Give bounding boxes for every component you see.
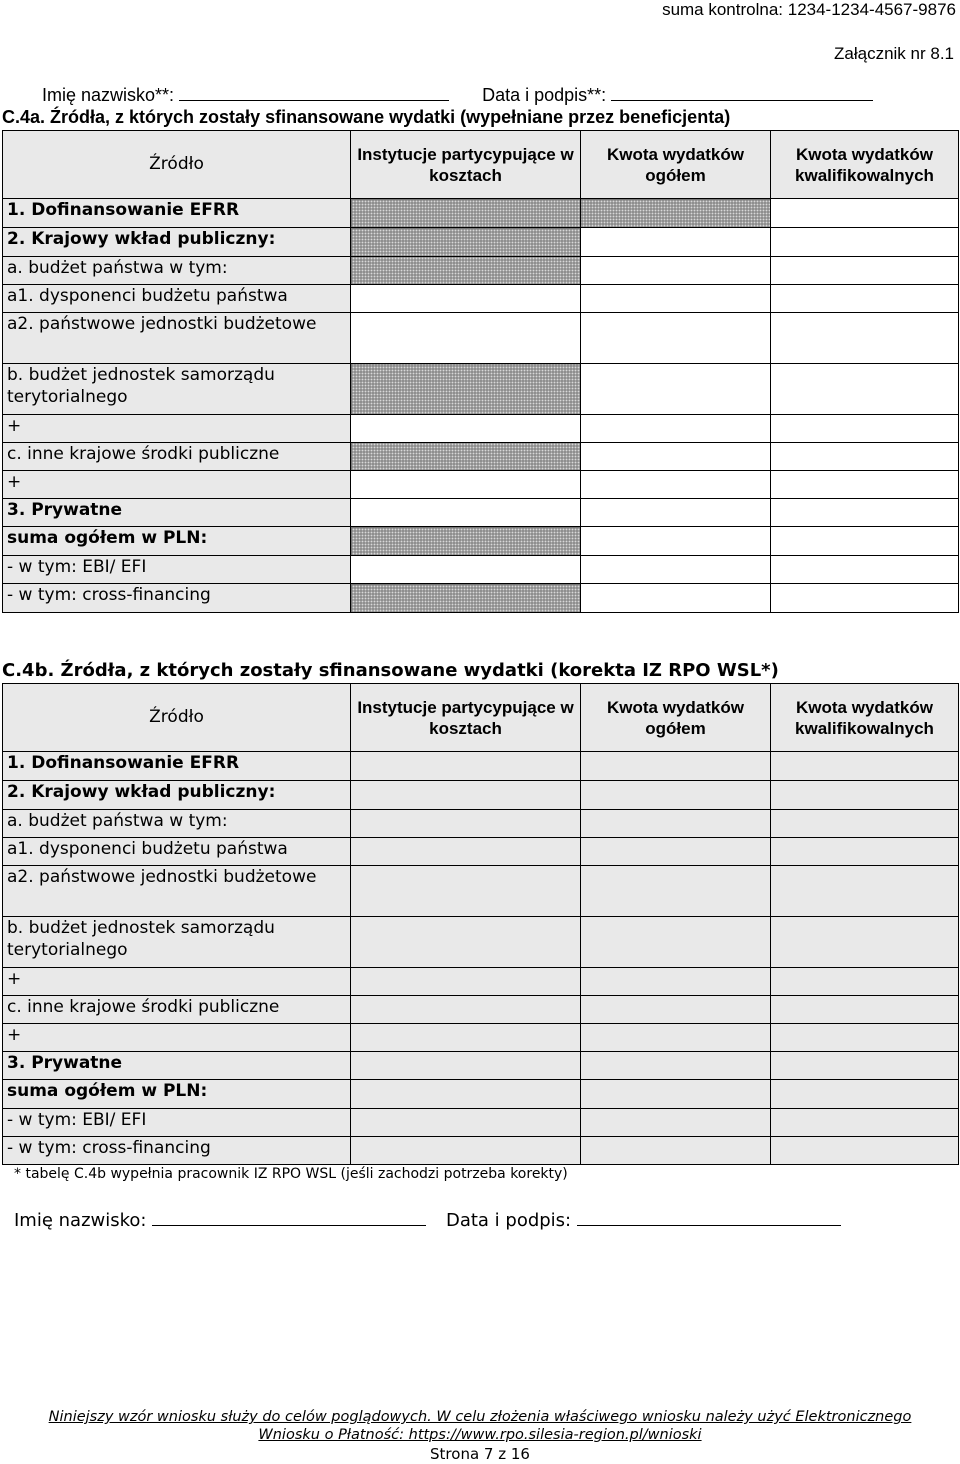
cell-institutions[interactable] bbox=[351, 781, 581, 810]
table-row bbox=[3, 1137, 959, 1165]
cell-total[interactable] bbox=[581, 1109, 771, 1137]
table-row bbox=[3, 838, 959, 866]
cell-total[interactable] bbox=[581, 752, 771, 781]
row-label: 2. Krajowy wkład publiczny: bbox=[3, 781, 351, 810]
col-institutions: Instytucje partycypujące w kosztach bbox=[351, 131, 581, 199]
cell-institutions[interactable] bbox=[351, 866, 581, 917]
cell-total[interactable] bbox=[581, 838, 771, 866]
cell-eligible[interactable] bbox=[771, 285, 959, 313]
cell-eligible[interactable] bbox=[771, 1052, 959, 1080]
cell-total[interactable] bbox=[581, 781, 771, 810]
cell-institutions[interactable] bbox=[351, 556, 581, 584]
cell-hatched bbox=[581, 199, 771, 228]
cell-eligible[interactable] bbox=[771, 443, 959, 471]
table-row bbox=[3, 364, 959, 415]
col-source: Źródło bbox=[3, 131, 351, 199]
row-label: c. inne krajowe środki publiczne bbox=[3, 996, 351, 1024]
cell-hatched bbox=[351, 257, 581, 285]
cell-eligible[interactable] bbox=[771, 968, 959, 996]
cell-total[interactable] bbox=[581, 996, 771, 1024]
table-row bbox=[3, 285, 959, 313]
row-label: + bbox=[3, 415, 351, 443]
footer-note-line1[interactable]: Niniejszy wzór wniosku służy do celów poglądowych. W celu złożenia właściwego wniosku należy użyć Elektronicznego bbox=[48, 1409, 912, 1425]
row-label: a1. dysponenci budżetu państwa bbox=[3, 838, 351, 866]
row-label: a. budżet państwa w tym: bbox=[3, 810, 351, 838]
cell-institutions[interactable] bbox=[351, 996, 581, 1024]
name-label: Imię nazwisko**: bbox=[42, 85, 175, 105]
date-label: Data i podpis: bbox=[445, 1210, 572, 1231]
page-number: Strona 7 z 16 bbox=[430, 1445, 530, 1463]
row-label: suma ogółem w PLN: bbox=[3, 527, 351, 556]
cell-institutions[interactable] bbox=[351, 1052, 581, 1080]
cell-total[interactable] bbox=[581, 556, 771, 584]
cell-total[interactable] bbox=[581, 584, 771, 613]
row-label: + bbox=[3, 471, 351, 499]
table-row bbox=[3, 917, 959, 968]
cell-institutions[interactable] bbox=[351, 471, 581, 499]
col-institutions: Instytucje partycypujące w kosztach bbox=[351, 684, 581, 752]
table-row bbox=[3, 1024, 959, 1052]
cell-total[interactable] bbox=[581, 471, 771, 499]
cell-institutions[interactable] bbox=[351, 1137, 581, 1165]
row-label: c. inne krajowe środki publiczne bbox=[3, 443, 351, 471]
row-label: 1. Dofinansowanie EFRR bbox=[3, 199, 351, 228]
table-row bbox=[3, 443, 959, 471]
cell-eligible[interactable] bbox=[771, 556, 959, 584]
cell-institutions[interactable] bbox=[351, 1109, 581, 1137]
table-row bbox=[3, 199, 959, 228]
cell-total[interactable] bbox=[581, 285, 771, 313]
cell-total[interactable] bbox=[581, 257, 771, 285]
cell-eligible[interactable] bbox=[771, 199, 959, 228]
cell-eligible[interactable] bbox=[771, 313, 959, 364]
cell-eligible[interactable] bbox=[771, 257, 959, 285]
cell-eligible[interactable] bbox=[771, 917, 959, 968]
cell-institutions[interactable] bbox=[351, 1080, 581, 1109]
table-row bbox=[3, 1052, 959, 1080]
cell-eligible[interactable] bbox=[771, 752, 959, 781]
cell-total[interactable] bbox=[581, 364, 771, 415]
name-label: Imię nazwisko: bbox=[14, 1210, 147, 1231]
cell-eligible[interactable] bbox=[771, 527, 959, 556]
footer-note-line2[interactable]: Wniosku o Płatność: https://www.rpo.silesia-region.pl/wnioski bbox=[258, 1427, 702, 1443]
table-row bbox=[3, 584, 959, 613]
cell-institutions[interactable] bbox=[351, 752, 581, 781]
cell-institutions[interactable] bbox=[351, 285, 581, 313]
col-eligible: Kwota wydatków kwalifikowalnych bbox=[771, 684, 959, 752]
cell-eligible[interactable] bbox=[771, 228, 959, 257]
table-row bbox=[3, 810, 959, 838]
cell-total[interactable] bbox=[581, 810, 771, 838]
row-label: a1. dysponenci budżetu państwa bbox=[3, 285, 351, 313]
name-line[interactable] bbox=[152, 1224, 426, 1226]
table-row bbox=[3, 527, 959, 556]
table-row bbox=[3, 968, 959, 996]
signature-top bbox=[42, 85, 873, 106]
cell-institutions[interactable] bbox=[351, 415, 581, 443]
cell-total[interactable] bbox=[581, 228, 771, 257]
table-row bbox=[3, 996, 959, 1024]
cell-eligible[interactable] bbox=[771, 1080, 959, 1109]
table-header bbox=[3, 684, 959, 752]
table-row bbox=[3, 499, 959, 527]
row-label: - w tym: cross-financing bbox=[3, 584, 351, 613]
table-row bbox=[3, 415, 959, 443]
cell-total[interactable] bbox=[581, 1052, 771, 1080]
cell-eligible[interactable] bbox=[771, 866, 959, 917]
row-label: suma ogółem w PLN: bbox=[3, 1080, 351, 1109]
table-row bbox=[3, 257, 959, 285]
signature-bottom bbox=[14, 1210, 841, 1231]
cell-eligible[interactable] bbox=[771, 584, 959, 613]
cell-institutions[interactable] bbox=[351, 838, 581, 866]
table-row bbox=[3, 228, 959, 257]
section-a-title: C.4a. Źródła, z których zostały sfinansowane wydatki (wypełniane przez beneficjenta) bbox=[2, 107, 731, 127]
name-line[interactable] bbox=[179, 99, 449, 101]
row-label: a2. państwowe jednostki budżetowe bbox=[3, 866, 351, 917]
table-row bbox=[3, 1080, 959, 1109]
checksum: suma kontrolna: 1234-1234-4567-9876 bbox=[662, 0, 956, 19]
cell-eligible[interactable] bbox=[771, 996, 959, 1024]
table-row bbox=[3, 313, 959, 364]
cell-total[interactable] bbox=[581, 1137, 771, 1165]
cell-hatched bbox=[351, 364, 581, 415]
date-line[interactable] bbox=[577, 1224, 841, 1226]
cell-eligible[interactable] bbox=[771, 838, 959, 866]
cell-eligible[interactable] bbox=[771, 364, 959, 415]
cell-total[interactable] bbox=[581, 1024, 771, 1052]
row-label: - w tym: EBI/ EFI bbox=[3, 556, 351, 584]
cell-institutions[interactable] bbox=[351, 810, 581, 838]
row-label: 2. Krajowy wkład publiczny: bbox=[3, 228, 351, 257]
row-label: + bbox=[3, 1024, 351, 1052]
col-eligible: Kwota wydatków kwalifikowalnych bbox=[771, 131, 959, 199]
row-label: + bbox=[3, 968, 351, 996]
cell-hatched bbox=[351, 228, 581, 257]
cell-total[interactable] bbox=[581, 866, 771, 917]
row-label: 3. Prywatne bbox=[3, 499, 351, 527]
col-source: Źródło bbox=[3, 684, 351, 752]
table-header bbox=[3, 131, 959, 199]
cell-institutions[interactable] bbox=[351, 313, 581, 364]
row-label: - w tym: EBI/ EFI bbox=[3, 1109, 351, 1137]
section-a-table bbox=[2, 130, 959, 613]
cell-hatched bbox=[351, 443, 581, 471]
table-row bbox=[3, 1109, 959, 1137]
cell-total[interactable] bbox=[581, 1080, 771, 1109]
row-label: - w tym: cross-financing bbox=[3, 1137, 351, 1165]
section-b-table bbox=[2, 683, 959, 1165]
cell-eligible[interactable] bbox=[771, 1137, 959, 1165]
cell-institutions[interactable] bbox=[351, 968, 581, 996]
date-label: Data i podpis**: bbox=[482, 85, 607, 105]
row-label: 3. Prywatne bbox=[3, 1052, 351, 1080]
cell-institutions[interactable] bbox=[351, 499, 581, 527]
table-row bbox=[3, 556, 959, 584]
cell-total[interactable] bbox=[581, 527, 771, 556]
date-line[interactable] bbox=[611, 99, 873, 101]
cell-eligible[interactable] bbox=[771, 499, 959, 527]
attachment-number: Załącznik nr 8.1 bbox=[834, 44, 954, 63]
table-row bbox=[3, 866, 959, 917]
cell-hatched bbox=[351, 199, 581, 228]
cell-eligible[interactable] bbox=[771, 1024, 959, 1052]
table-row bbox=[3, 471, 959, 499]
cell-total[interactable] bbox=[581, 917, 771, 968]
cell-total[interactable] bbox=[581, 968, 771, 996]
col-total: Kwota wydatków ogółem bbox=[581, 131, 771, 199]
row-label: 1. Dofinansowanie EFRR bbox=[3, 752, 351, 781]
footnote: * tabelę C.4b wypełnia pracownik IZ RPO WSL (jeśli zachodzi potrzeba korekty) bbox=[14, 1166, 568, 1182]
cell-hatched bbox=[351, 527, 581, 556]
section-b-title: C.4b. Źródła, z których zostały sfinansowane wydatki (korekta IZ RPO WSL*) bbox=[2, 660, 779, 681]
col-total: Kwota wydatków ogółem bbox=[581, 684, 771, 752]
row-label: a. budżet państwa w tym: bbox=[3, 257, 351, 285]
cell-total[interactable] bbox=[581, 313, 771, 364]
cell-total[interactable] bbox=[581, 443, 771, 471]
cell-eligible[interactable] bbox=[771, 810, 959, 838]
cell-eligible[interactable] bbox=[771, 471, 959, 499]
cell-hatched bbox=[351, 584, 581, 613]
row-label: a2. państwowe jednostki budżetowe bbox=[3, 313, 351, 364]
cell-total[interactable] bbox=[581, 499, 771, 527]
row-label: b. budżet jednostek samorządu terytorialnego bbox=[3, 364, 351, 415]
cell-eligible[interactable] bbox=[771, 415, 959, 443]
cell-total[interactable] bbox=[581, 415, 771, 443]
table-row bbox=[3, 752, 959, 781]
cell-eligible[interactable] bbox=[771, 781, 959, 810]
cell-eligible[interactable] bbox=[771, 1109, 959, 1137]
cell-institutions[interactable] bbox=[351, 917, 581, 968]
cell-institutions[interactable] bbox=[351, 1024, 581, 1052]
table-row bbox=[3, 781, 959, 810]
row-label: b. budżet jednostek samorządu terytorialnego bbox=[3, 917, 351, 968]
